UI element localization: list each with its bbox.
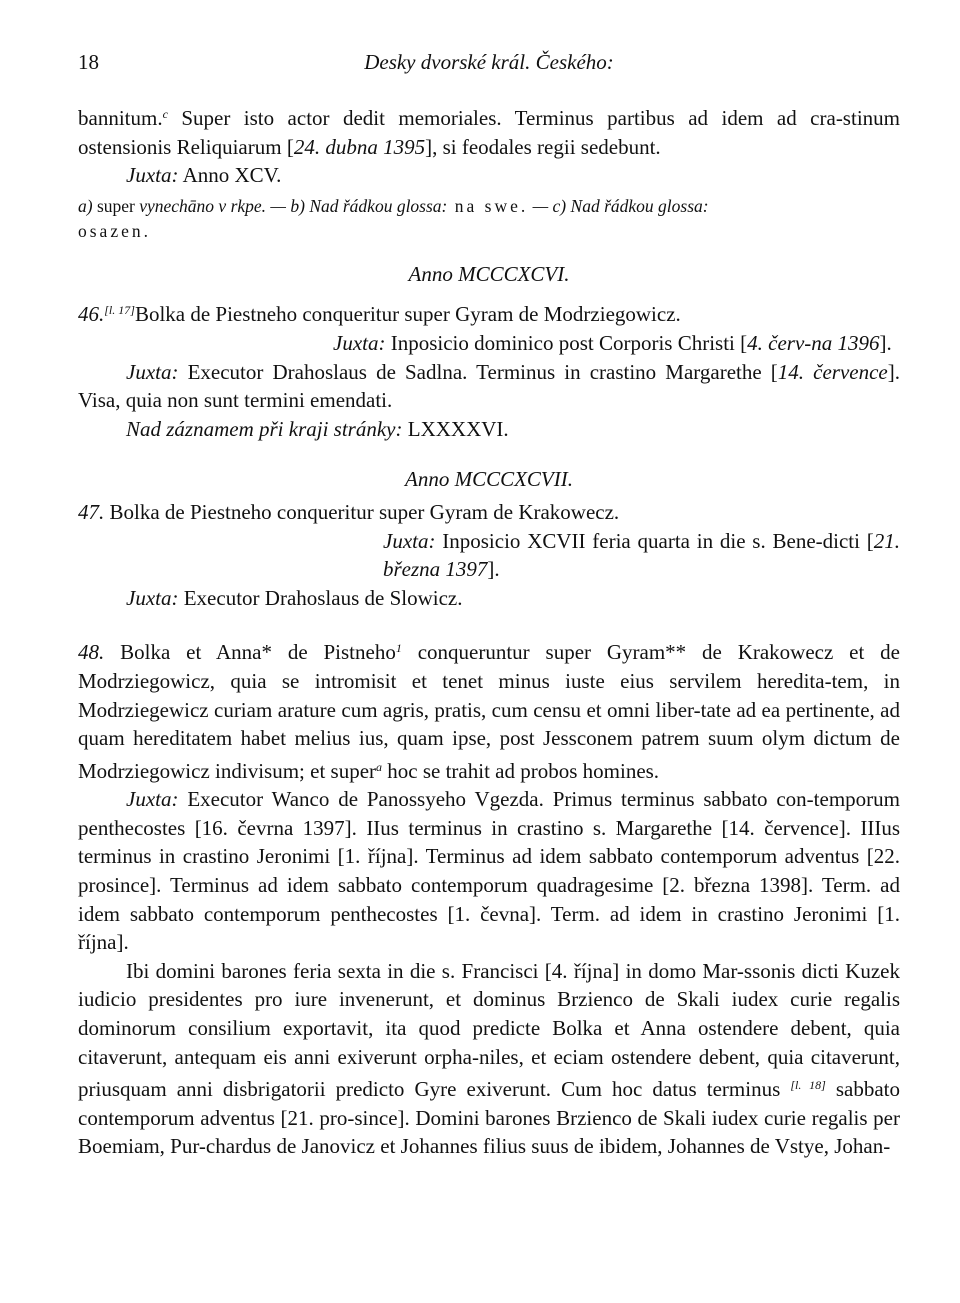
entry-47-juxta-1: Juxta: Inposicio XCVII feria quarta in die s. Bene-dicti [21. března 1397]. [383,528,900,582]
juxta-line-1: Juxta: Anno XCV. [126,163,282,188]
entry-46: 46.[l. 17]Bolka de Piestneho conqueritur super Gyram de Modrziegowicz. [78,302,681,327]
running-title: Desky dvorské král. Českého: [364,50,614,74]
footnotes: a) super vynechāno v rkpe. — b) Nad řádkou glossa: na swe. — c) Nad řádkou glossa: osazen. [78,195,709,241]
entry-48-ruling: Ibi domini barones feria sexta in die s. Francisci [4. října] in domo Mar-ssonis dicti Kuzek iudicio presidentes pro iure invenerunt, et dominus Brzienco de Skali iudex curie regalis dominorum consilium exportavit, ita quod predicte Bolka et Anna ostendere debent, quia citaverunt, antequam eis anni exiverunt orpha-niles, et eciam ostendere debent, quia citaverunt, priusquam anni disbrigatorii predicto Gyre exiverunt. Cum hoc datus terminus [l. 18] sabbato contemporum adventus [21. pro-since]. Domini barones Brzienco de Skali iudex curie regalis per Boemiam, Pur-chardus de Janovicz et Johannes filius suus de ibidem, Johannes de Vstye, Johan- [78,958,900,1159]
entry-47-juxta-2: Juxta: Executor Drahoslaus de Slowicz. [126,585,463,610]
paragraph-1: bannitum.$^c$ Super isto actor dedit memoriales. Terminus partibus ad idem ad cra-stinum ostensionis Reliquiarum [24. dubna 1395], si feodales regii sedebunt. [78,106,900,159]
entry-48: 48. Bolka et Anna* de Pistneho$^1$ conqueruntur super Gyram** de Krakowecz et de Modrziegowicz, quia se intromisit et tenet minus iuste eius servilem heredita-tem, in Modrziegewicz curiam arature cum agris, pratis, cum censu et omni liber-tate ad ea pertinente, ad quam hereditatem habet melius ius, quam ipse, post Jessconem patrem suum olym dictum de Modrziegowicz indivisum; et super$^a$ hoc se trahit ad probos homines. [78,640,900,783]
entry-46-juxta-1: Juxta: Inposicio dominico post Corporis Christi [4. červ-na 1396]. [333,330,892,355]
page-header [78,50,900,80]
entry-48-juxta: Juxta: Executor Wanco de Panossyeho Vgezda. Primus terminus sabbato con-temporum penthecostes [16. čevrna 1397]. IIus terminus in crastino s. Margarethe [14. července]. IIIus terminus in crastino Jeronimi [1. října]. Terminus ad idem sabbato contemporum adventus [22. prosince]. Terminus ad idem sabbato contemporum quadragesime [2. března 1398]. Term. ad idem sabbato contemporum penthecostes [1. čevna]. Term. ad idem in crastino Jeronimi [1. října]. [78,787,900,955]
year-heading-1396: Anno MCCCXCVI. [408,261,570,286]
document-page [78,50,900,1161]
entry-46-margin-note: Nad záznamem při kraji stránky: LXXXXVI. [126,416,509,441]
page-number: 18 [78,50,99,74]
entry-46-juxta-2: Juxta: Executor Drahoslaus de Sadlna. Terminus in crastino Margarethe [14. července]. Visa, quia non sunt termini emendati. [78,359,900,413]
entry-47: 47. Bolka de Piestneho conqueritur super Gyram de Krakowecz. [78,499,620,524]
year-heading-1397: Anno MCCCXCVII. [405,467,573,492]
